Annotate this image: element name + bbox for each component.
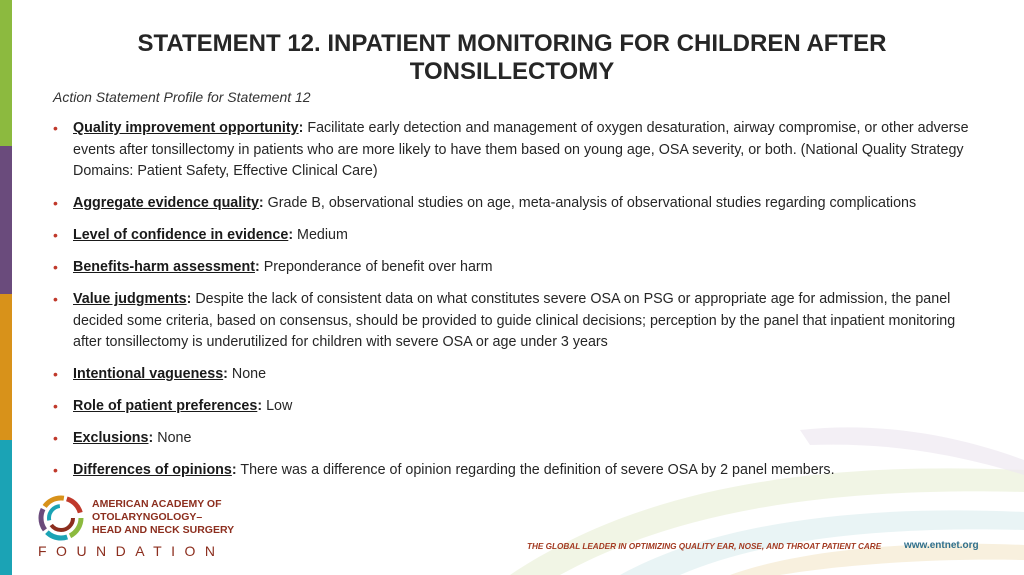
- sidebar-band-teal: [0, 440, 12, 575]
- item-text: Despite the lack of consistent data on what constitutes severe OSA on PSG or appropriate age for admission, the panel decided some criteria, based on consensus, should be provided to guide clinical decisions; perception by the panel that inpatient monitoring after tonsillectomy is underutilized for children with severe OSA or age under 3 years: [73, 291, 956, 350]
- item-text: Low: [262, 398, 293, 414]
- aao-hns-swirl-logo-icon: [38, 495, 84, 541]
- item-label: Quality improvement opportunity: [73, 120, 299, 136]
- list-item: • Differences of opinions: There was a difference of opinion regarding the definition of severe OSA by 2 panel members.: [53, 460, 973, 482]
- list-item: • Exclusions: None: [53, 428, 973, 450]
- sidebar-band-green: [0, 0, 12, 146]
- bullet-icon: •: [53, 195, 58, 211]
- item-label: Aggregate evidence quality: [73, 195, 259, 211]
- item-label: Differences of opinions: [73, 462, 232, 478]
- item-text: None: [153, 430, 192, 446]
- item-text: Grade B, observational studies on age, meta-analysis of observational studies regarding complications: [263, 195, 917, 211]
- item-text: Preponderance of benefit over harm: [259, 259, 493, 275]
- item-label: Exclusions: [73, 430, 149, 446]
- bullet-icon: •: [53, 398, 58, 414]
- item-label: Level of confidence in evidence: [73, 227, 289, 243]
- website-link[interactable]: www.entnet.org: [904, 540, 979, 551]
- organization-logo: [38, 495, 238, 565]
- sidebar-band-orange: [0, 294, 12, 440]
- list-item: • Role of patient preferences: Low: [53, 396, 973, 418]
- statement-profile-list: [53, 118, 973, 492]
- bullet-icon: •: [53, 291, 58, 307]
- item-label: Benefits-harm assessment: [73, 259, 255, 275]
- foundation-wordmark: FOUNDATION: [38, 543, 225, 559]
- slide-title: STATEMENT 12. INPATIENT MONITORING FOR CHILDREN AFTER TONSILLECTOMY: [137, 30, 887, 85]
- bullet-icon: •: [53, 462, 58, 478]
- list-item: • Intentional vagueness: None: [53, 364, 973, 386]
- organization-name: AMERICAN ACADEMY OF OTOLARYNGOLOGY– HEAD AND NECK SURGERY: [92, 498, 235, 536]
- left-color-bar: [0, 0, 12, 575]
- list-item: • Quality improvement opportunity: Facilitate early detection and management of oxygen desaturation, airway compromise, or other adverse events after tonsillectomy in patients who are more likely to have them based on young age, OSA severity, or both. (National Quality Strategy Domains: Patient Safety, Effective Clinical Care): [53, 120, 969, 179]
- bullet-icon: •: [53, 227, 58, 243]
- item-label: Value judgments: [73, 291, 187, 307]
- bullet-icon: •: [53, 430, 58, 446]
- bullet-icon: •: [53, 120, 58, 136]
- sidebar-band-purple: [0, 146, 12, 294]
- item-text: Facilitate early detection and management of oxygen desaturation, airway compromise, or other adverse events after tonsillectomy in patients who are more likely to have them based on young age, OSA severity, or both. (National Quality Strategy Domains: Patient Safety, Effective Clinical Care): [73, 120, 969, 179]
- list-item: • Level of confidence in evidence: Medium: [53, 225, 973, 247]
- list-item: • Benefits-harm assessment: Preponderance of benefit over harm: [53, 257, 973, 279]
- item-text: There was a difference of opinion regarding the definition of severe OSA by 2 panel members.: [236, 462, 835, 478]
- list-item: • Value judgments: Despite the lack of consistent data on what constitutes severe OSA on PSG or appropriate age for admission, the panel decided some criteria, based on consensus, should be provided to guide clinical decisions; perception by the panel that inpatient monitoring after tonsillectomy is underutilized for children with severe OSA or age under 3 years: [53, 291, 956, 350]
- slide-subtitle: Action Statement Profile for Statement 12: [53, 89, 311, 105]
- item-label: Role of patient preferences: [73, 398, 258, 414]
- item-label: Intentional vagueness: [73, 366, 224, 382]
- footer-tagline: THE GLOBAL LEADER IN OPTIMIZING QUALITY EAR, NOSE, AND THROAT PATIENT CARE: [527, 542, 882, 551]
- bullet-icon: •: [53, 366, 58, 382]
- bullet-icon: •: [53, 259, 58, 275]
- list-item: • Aggregate evidence quality: Grade B, observational studies on age, meta-analysis of observational studies regarding complications: [53, 193, 973, 215]
- item-text: Medium: [293, 227, 348, 243]
- item-text: None: [227, 366, 267, 382]
